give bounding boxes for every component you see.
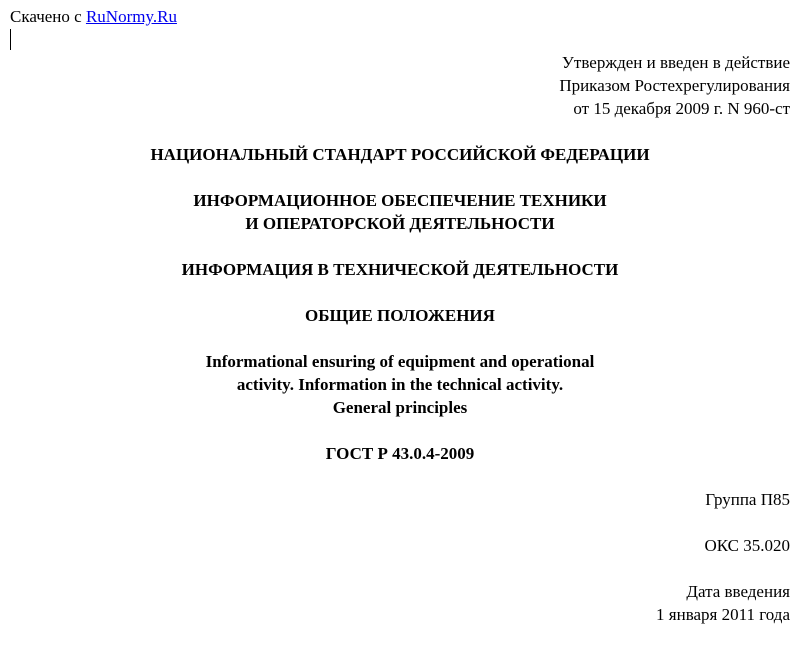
english-title-line-2: activity. Information in the technical activity. (236, 375, 564, 394)
text-cursor (10, 29, 11, 50)
approval-line-3: от 15 декабря 2009 г. N 960-ст (573, 99, 790, 118)
standard-designation: ГОСТ Р 43.0.4-2009 (325, 444, 475, 463)
series-title-line-2: И ОПЕРАТОРСКОЙ ДЕЯТЕЛЬНОСТИ (245, 214, 555, 233)
download-source-line (10, 5, 177, 28)
source-link[interactable]: RuNormy.Ru (85, 7, 177, 26)
group-code: Группа П85 (705, 490, 790, 509)
intro-date-label: Дата введения (686, 582, 790, 601)
oks-code: ОКС 35.020 (704, 536, 790, 555)
english-title-line-1: Informational ensuring of equipment and operational (205, 352, 595, 371)
english-title-line-3: General principles (332, 398, 468, 417)
subject-title: ИНФОРМАЦИЯ В ТЕХНИЧЕСКОЙ ДЕЯТЕЛЬНОСТИ (181, 260, 619, 279)
series-title-line-1: ИНФОРМАЦИОННОЕ ОБЕСПЕЧЕНИЕ ТЕХНИКИ (193, 191, 607, 210)
download-prefix: Скачено с (10, 7, 82, 26)
approval-line-2: Приказом Ростехрегулирования (559, 76, 790, 95)
approval-line-1: Утвержден и введен в действие (561, 53, 790, 72)
intro-date-value: 1 января 2011 года (656, 605, 790, 624)
national-standard-title: НАЦИОНАЛЬНЫЙ СТАНДАРТ РОССИЙСКОЙ ФЕДЕРАЦИИ (150, 145, 650, 164)
part-title: ОБЩИЕ ПОЛОЖЕНИЯ (305, 306, 495, 325)
